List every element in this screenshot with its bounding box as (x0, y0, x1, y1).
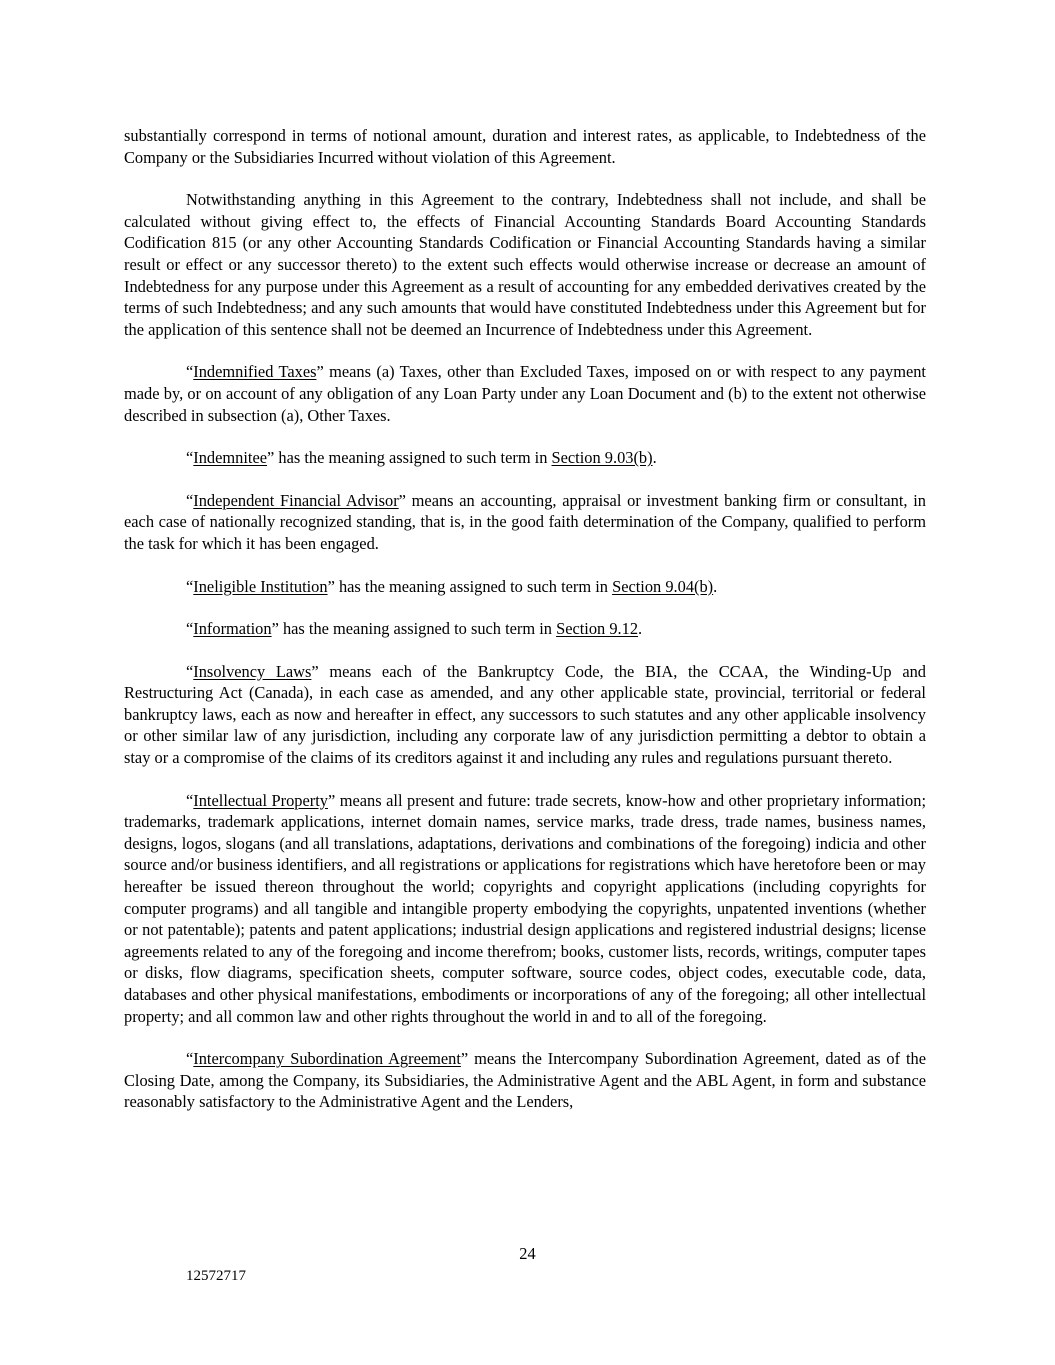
paragraph-text: ” means all present and future: trade secrets, know-how and other proprietary information; trademarks, trademark applications, internet domain names, service marks, trade dress, trade names, business names, designs, logos, slogans (and all translations, adaptations, derivations and combinations of the foregoing) indicia and other source and/or business identifiers, and all registrations or applications for registrations which have heretofore been or may hereafter be issued thereon throughout the world; copyrights and copyright applications (including copyrights for computer programs) and all tangible and intangible property embodying the copyrights, unpatented inventions (whether or not patentable); patents and patent applications; industrial design applications and registered industrial designs; license agreements related to any of the foregoing and income therefrom; books, customer lists, records, writings, computer tapes or disks, flow diagrams, specification sheets, computer software, source codes, object codes, executable code, data, databases and other physical manifestations, embodiments or incorporations of any of the foregoing; all other intellectual property; and all common law and other rights throughout the world in and to all of the foregoing. (124, 790, 926, 1026)
defined-term: Indemnitee (193, 448, 268, 468)
paragraph-text: “ (186, 448, 194, 468)
paragraph-text: “ (186, 490, 194, 510)
defined-term: Intercompany Subordination Agreement (193, 1049, 461, 1069)
paragraph-text: ” means the Intercompany Subordination Agreement, dated as of the Closing Date, among the Company, its Subsidiaries, the Administrative Agent and the ABL Agent, in form and substance reasonably satisfactory to the Administrative Agent and the Lenders, (124, 1049, 926, 1112)
paragraph-text: “ (186, 576, 194, 596)
paragraph-p1 (124, 189, 926, 340)
defined-term: Section 9.04(b) (612, 576, 714, 596)
defined-term: Intellectual Property (193, 790, 328, 810)
paragraph-p3 (124, 447, 926, 469)
defined-term: Section 9.03(b) (551, 448, 653, 468)
defined-term: Information (193, 619, 272, 639)
paragraph-text: . (713, 576, 718, 596)
paragraph-text: Notwithstanding anything in this Agreement to the contrary, Indebtedness shall not include, and shall be calculated without giving effect to, the effects of Financial Accounting Standards Board Accounting Standards Codification 815 (or any other Accounting Standards Codification or Financial Accounting Standards having a similar result or effect or any successor thereto) to the extent such effects would otherwise increase or decrease an amount of Indebtedness for any purpose under this Agreement as a result of accounting for any embedded derivatives created by the terms of such Indebtedness; and any such amounts that would have constituted Indebtedness under this Agreement but for the application of this sentence shall not be deemed an Incurrence of Indebtedness under this Agreement. (124, 190, 926, 339)
paragraph-text: “ (186, 362, 194, 382)
document-id: 12572717 (186, 1268, 246, 1284)
paragraph-text: ” has the meaning assigned to such term in (327, 576, 613, 596)
paragraph-text: ” has the meaning assigned to such term in (267, 448, 552, 468)
page-number: 24 (519, 1244, 536, 1263)
paragraph-text: . (638, 619, 643, 639)
paragraph-text: ” means (a) Taxes, other than Excluded Taxes, imposed on or with respect to any payment made by, or on account of any obligation of any Loan Party under any Loan Document and (b) to the extent not otherwise described in subsection (a), Other Taxes. (124, 362, 926, 425)
defined-term: Section 9.12 (556, 619, 639, 639)
paragraph-p4 (124, 490, 926, 555)
paragraph-text: “ (186, 790, 194, 810)
paragraph-text: ” has the meaning assigned to such term in (271, 619, 557, 639)
document-body (124, 125, 926, 1134)
paragraph-text: “ (186, 1049, 194, 1069)
defined-term: Independent Financial Advisor (193, 490, 399, 510)
defined-term: Ineligible Institution (193, 576, 328, 596)
paragraph-p5 (124, 576, 926, 598)
paragraph-text: . (652, 448, 657, 468)
paragraph-p6 (124, 618, 926, 640)
paragraph-text: ” means each of the Bankruptcy Code, the BIA, the CCAA, the Winding-Up and Restructuring Act (Canada), in each case as amended, and any other applicable state, provincial, territorial or federal bankruptcy laws, each as now and hereafter in effect, any successors to such statutes and any other applicable insolvency or other similar law of any jurisdiction, including any corporate law of any jurisdiction permitting a debtor to obtain a stay or a compromise of the claims of its creditors against it and including any rules and regulations pursuant thereto. (124, 661, 926, 768)
paragraph-p2 (124, 361, 926, 426)
paragraph-p7 (124, 661, 926, 769)
defined-term: Indemnified Taxes (193, 362, 317, 382)
paragraph-text: substantially correspond in terms of notional amount, duration and interest rates, as applicable, to Indebtedness of the Company or the Subsidiaries Incurred without violation of this Agreement. (124, 126, 926, 167)
paragraph-text: ” means an accounting, appraisal or investment banking firm or consultant, in each case of nationally recognized standing, that is, in the good faith determination of the Company, qualified to perform the task for which it has been engaged. (124, 490, 926, 553)
paragraph-p8 (124, 790, 926, 1028)
paragraph-p0 (124, 125, 926, 168)
paragraph-text: “ (186, 619, 194, 639)
paragraph-text: “ (186, 661, 194, 681)
defined-term: Insolvency Laws (193, 661, 312, 681)
paragraph-p9 (124, 1048, 926, 1113)
